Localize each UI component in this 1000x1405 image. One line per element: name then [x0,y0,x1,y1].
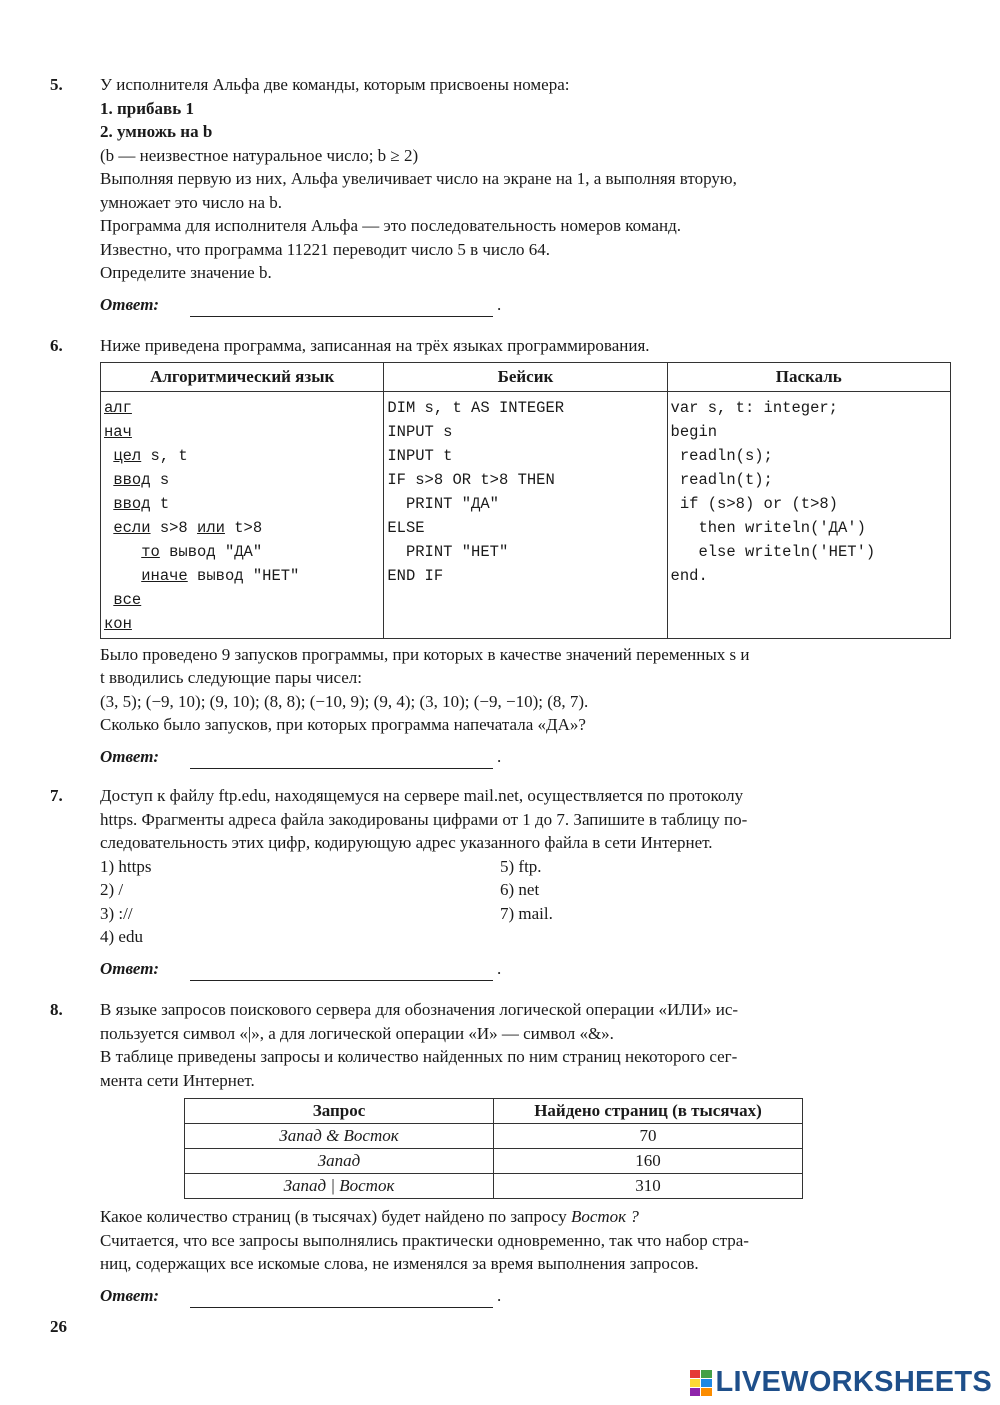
column-header: Бейсик [384,362,667,391]
task-number: 8. [50,1000,63,1019]
table-row: Запад | Восток 310 [185,1174,803,1199]
task-text: Ниже приведена программа, записанная на трёх языках программирования. [100,336,650,355]
command-1: 1. прибавь 1 [100,98,194,118]
answer-input[interactable] [190,960,493,981]
task-text: Выполняя первую из них, Альфа увеличивает число на экране на 1, а выполняя вторую, [100,169,737,188]
liveworksheets-logo [690,1366,993,1399]
basic-code: DIM s, t AS INTEGER INPUT s INPUT t IF s>8 OR t>8 THEN PRINT "ДА" ELSE PRINT "НЕТ" END IF [384,391,667,638]
column-header: Запрос [185,1099,494,1124]
answer-row: Ответ: . [100,957,948,981]
answer-input[interactable] [190,1287,493,1308]
task-text: умножает это число на b. [100,192,283,212]
task-text: (3, 5); (−9, 10); (9, 10); (8, 8); (−10, 9); (9, 4); (3, 10); (−9, −10); (8, 7). [100,691,589,711]
task-text: Было проведено 9 запусков программы, при которых в качестве значений переменных s и [100,644,750,664]
task-text: В таблице приведены запросы и количество найденных по ним страниц некоторого сег- [100,1047,738,1066]
answer-label: Ответ: [100,959,160,978]
task-number: 7. [50,786,63,805]
task-question: Какое количество страниц (в тысячах) будет найдено по запросу Восток ? [100,1207,639,1226]
option: 7) mail. [500,903,553,923]
task-text: Доступ к файлу ftp.edu, находящемуся на сервере mail.net, осуществляется по протоколу [100,786,744,805]
task-5 [50,73,948,317]
task-text: В языке запросов поискового сервера для обозначения логической операции «ИЛИ» ис- [100,1000,739,1019]
task-text: (b — неизвестное натуральное число; b ≥ 2) [100,145,419,165]
options [100,855,948,949]
task-text: Определите значение b. [100,263,272,282]
task-text: https. Фрагменты адреса файла закодированы цифрами от 1 до 7. Запишите в таблицу по- [100,809,748,829]
column-header: Алгоритмический язык [101,362,384,391]
brand-text: LIVEWORKSHEETS [715,1366,992,1399]
answer-label: Ответ: [100,1286,160,1305]
query-table [184,1098,803,1199]
task-text: следовательность этих цифр, кодирующую адрес указанного файла в сети Интернет. [100,833,713,852]
algo-code: алг нач цел s, t ввод s ввод t если s>8 или t>8 то вывод "ДА" иначе вывод "НЕТ" все кон [101,391,384,638]
option: 5) ftp. [500,856,542,876]
task-text: Программа для исполнителя Альфа — это последовательность номеров команд. [100,216,681,235]
task-number: 5. [50,75,63,94]
page-number: 26 [50,1317,67,1336]
task-text: пользуется символ «|», а для логической операции «И» — символ «&». [100,1023,614,1043]
column-header: Найдено страниц (в тысячах) [494,1099,803,1124]
table-row: Запад 160 [185,1149,803,1174]
task-text: t вводились следующие пары чисел: [100,668,362,687]
answer-label: Ответ: [100,295,160,314]
brand-icon [690,1370,712,1396]
program-table [100,362,951,639]
option: 4) edu [100,927,143,946]
task-text: Сколько было запусков, при которых программа напечатала «ДА»? [100,715,586,734]
task-text: У исполнителя Альфа две команды, которым присвоены номера: [100,75,570,94]
task-number: 6. [50,336,63,355]
answer-input[interactable] [190,296,493,317]
column-header: Паскаль [667,362,950,391]
answer-row: Ответ: . [100,1284,948,1308]
answer-label: Ответ: [100,747,160,766]
command-2: 2. умножь на b [100,122,213,141]
task-7 [50,784,948,981]
task-text: Известно, что программа 11221 переводит число 5 в число 64. [100,239,551,259]
task-text: ниц, содержащих все искомые слова, не изменялся за время выполнения запросов. [100,1254,699,1273]
answer-row: Ответ: . [100,745,948,769]
option: 6) net [500,880,540,899]
answer-row: Ответ: . [100,293,948,317]
answer-input[interactable] [190,748,493,769]
option: 2) / [100,880,124,899]
task-text: мента сети Интернет. [100,1070,255,1090]
table-row: Запад & Восток 70 [185,1124,803,1149]
option: 1) https [100,856,152,876]
task-8 [50,998,948,1308]
option: 3) :// [100,903,133,923]
task-text: Считается, что все запросы выполнялись практически одновременно, так что набор стра- [100,1230,749,1250]
task-6 [50,334,948,769]
pascal-code: var s, t: integer; begin readln(s); readln(t); if (s>8) or (t>8) then writeln('ДА') else writeln('НЕТ') end. [667,391,950,638]
